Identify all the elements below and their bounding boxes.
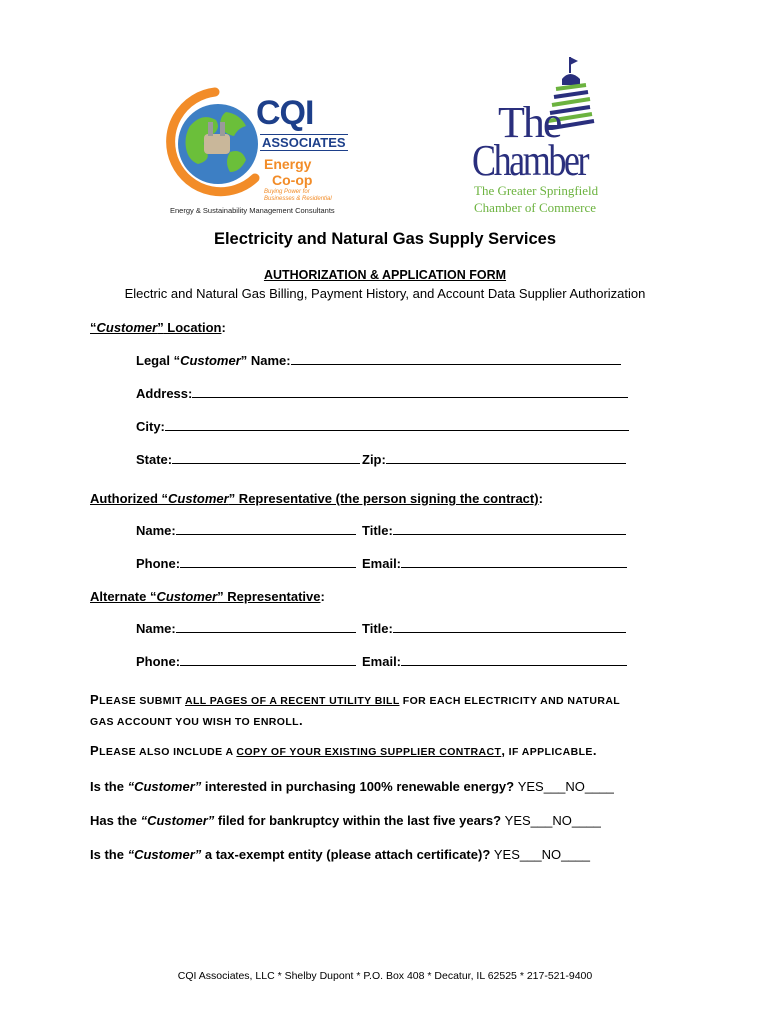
alt-phone-field[interactable] <box>180 664 356 666</box>
state-label: State: <box>136 452 173 467</box>
authorized-heading-text: Authorized “Customer” Representative (the person signing the contract) <box>90 491 539 506</box>
auth-name-label: Name: <box>136 523 176 538</box>
city-row <box>136 419 629 434</box>
legal-name-field[interactable] <box>291 363 621 365</box>
alt-email-label: Email: <box>362 654 402 669</box>
location-heading-text: “Customer” Location <box>90 320 222 335</box>
auth-email-field[interactable] <box>401 566 627 568</box>
utility-bill-emphasis: ALL PAGES OF A RECENT UTILITY BILL <box>184 695 400 707</box>
include-note: PLEASE ALSO INCLUDE A COPY OF YOUR EXISTING SUPPLIER CONTRACT, IF APPLICABLE. <box>90 743 597 758</box>
auth-phone-row <box>136 556 356 571</box>
cqi-logo <box>160 86 360 216</box>
question-tax-exempt: Is the “Customer” a tax-exempt entity (please attach certificate)? YES___NO____ <box>90 847 590 862</box>
location-heading: “Customer” Location: <box>90 320 226 335</box>
alt-email-row <box>362 654 627 669</box>
alt-name-field[interactable] <box>176 631 356 633</box>
zip-row <box>362 452 626 467</box>
chamber-line-1: The Greater Springfield <box>474 183 599 198</box>
legal-name-label: Legal “Customer” Name: <box>136 353 291 368</box>
bankruptcy-yes-no[interactable]: YES___NO____ <box>504 813 601 828</box>
submit-note: PLEASE SUBMIT ALL PAGES OF A RECENT UTILITY BILL FOR EACH ELECTRICITY AND NATURAL GAS ACCOUNT YOU WISH TO ENROLL. <box>90 692 621 728</box>
zip-field[interactable] <box>386 462 626 464</box>
auth-name-field[interactable] <box>176 533 356 535</box>
authorized-heading: Authorized “Customer” Representative (the person signing the contract): <box>90 491 543 506</box>
alt-email-field[interactable] <box>401 664 627 666</box>
auth-title-row <box>362 523 626 538</box>
auth-email-row <box>362 556 627 571</box>
zip-label: Zip: <box>362 452 386 467</box>
page-title: Electricity and Natural Gas Supply Services <box>213 230 557 248</box>
chamber-line-2: Chamber of Commerce <box>474 200 597 215</box>
alt-phone-label: Phone: <box>136 654 181 669</box>
alt-title-row <box>362 621 626 636</box>
cqi-tagline-2: Businesses & Residential <box>264 196 332 202</box>
alt-name-row <box>136 621 356 636</box>
cqi-name: CQI <box>256 94 314 132</box>
page-footer: CQI Associates, LLC * Shelby Dupont * P.O. Box 408 * Decatur, IL 62525 * 217-521-9400 <box>177 970 593 982</box>
state-row <box>136 452 360 467</box>
renewable-yes-no[interactable]: YES___NO____ <box>517 779 614 794</box>
legal-name-row <box>136 353 621 368</box>
cqi-coop: Co-op <box>272 172 313 188</box>
question-bankruptcy: Has the “Customer” filed for bankruptcy within the last five years? YES___NO____ <box>90 813 601 828</box>
cqi-tagline-1: Buying Power for <box>264 189 310 195</box>
cqi-associates: ASSOCIATES <box>262 135 346 150</box>
auth-title-field[interactable] <box>393 533 626 535</box>
auth-name-row <box>136 523 356 538</box>
form-subheading: Electric and Natural Gas Billing, Payment History, and Account Data Supplier Authorization <box>124 286 646 301</box>
alt-title-field[interactable] <box>393 631 626 633</box>
chamber-word: Chamber <box>472 136 588 185</box>
alt-phone-row <box>136 654 356 669</box>
chamber-the: The <box>498 98 561 147</box>
globe-plug-icon <box>160 86 270 206</box>
cqi-caption: Energy & Sustainability Management Consultants <box>170 206 335 215</box>
question-renewable: Is the “Customer” interested in purchasing 100% renewable energy? YES___NO____ <box>90 779 614 794</box>
auth-phone-label: Phone: <box>136 556 181 571</box>
state-field[interactable] <box>172 462 360 464</box>
alt-title-label: Title: <box>362 621 393 636</box>
auth-title-label: Title: <box>362 523 393 538</box>
alt-name-label: Name: <box>136 621 176 636</box>
form-heading: AUTHORIZATION & APPLICATION FORM <box>263 268 507 282</box>
cqi-energy: Energy <box>264 156 312 172</box>
tax-exempt-yes-no[interactable]: YES___NO____ <box>493 847 590 862</box>
alternate-heading: Alternate “Customer” Representative: <box>90 589 325 604</box>
alternate-heading-text: Alternate “Customer” Representative <box>90 589 321 604</box>
address-label: Address: <box>136 386 193 401</box>
chamber-logo <box>472 55 612 220</box>
address-row <box>136 386 628 401</box>
supplier-contract-emphasis: COPY OF YOUR EXISTING SUPPLIER CONTRACT <box>236 746 502 758</box>
auth-phone-field[interactable] <box>180 566 356 568</box>
city-field[interactable] <box>165 429 629 431</box>
address-field[interactable] <box>192 396 628 398</box>
auth-email-label: Email: <box>362 556 402 571</box>
city-label: City: <box>136 419 165 434</box>
